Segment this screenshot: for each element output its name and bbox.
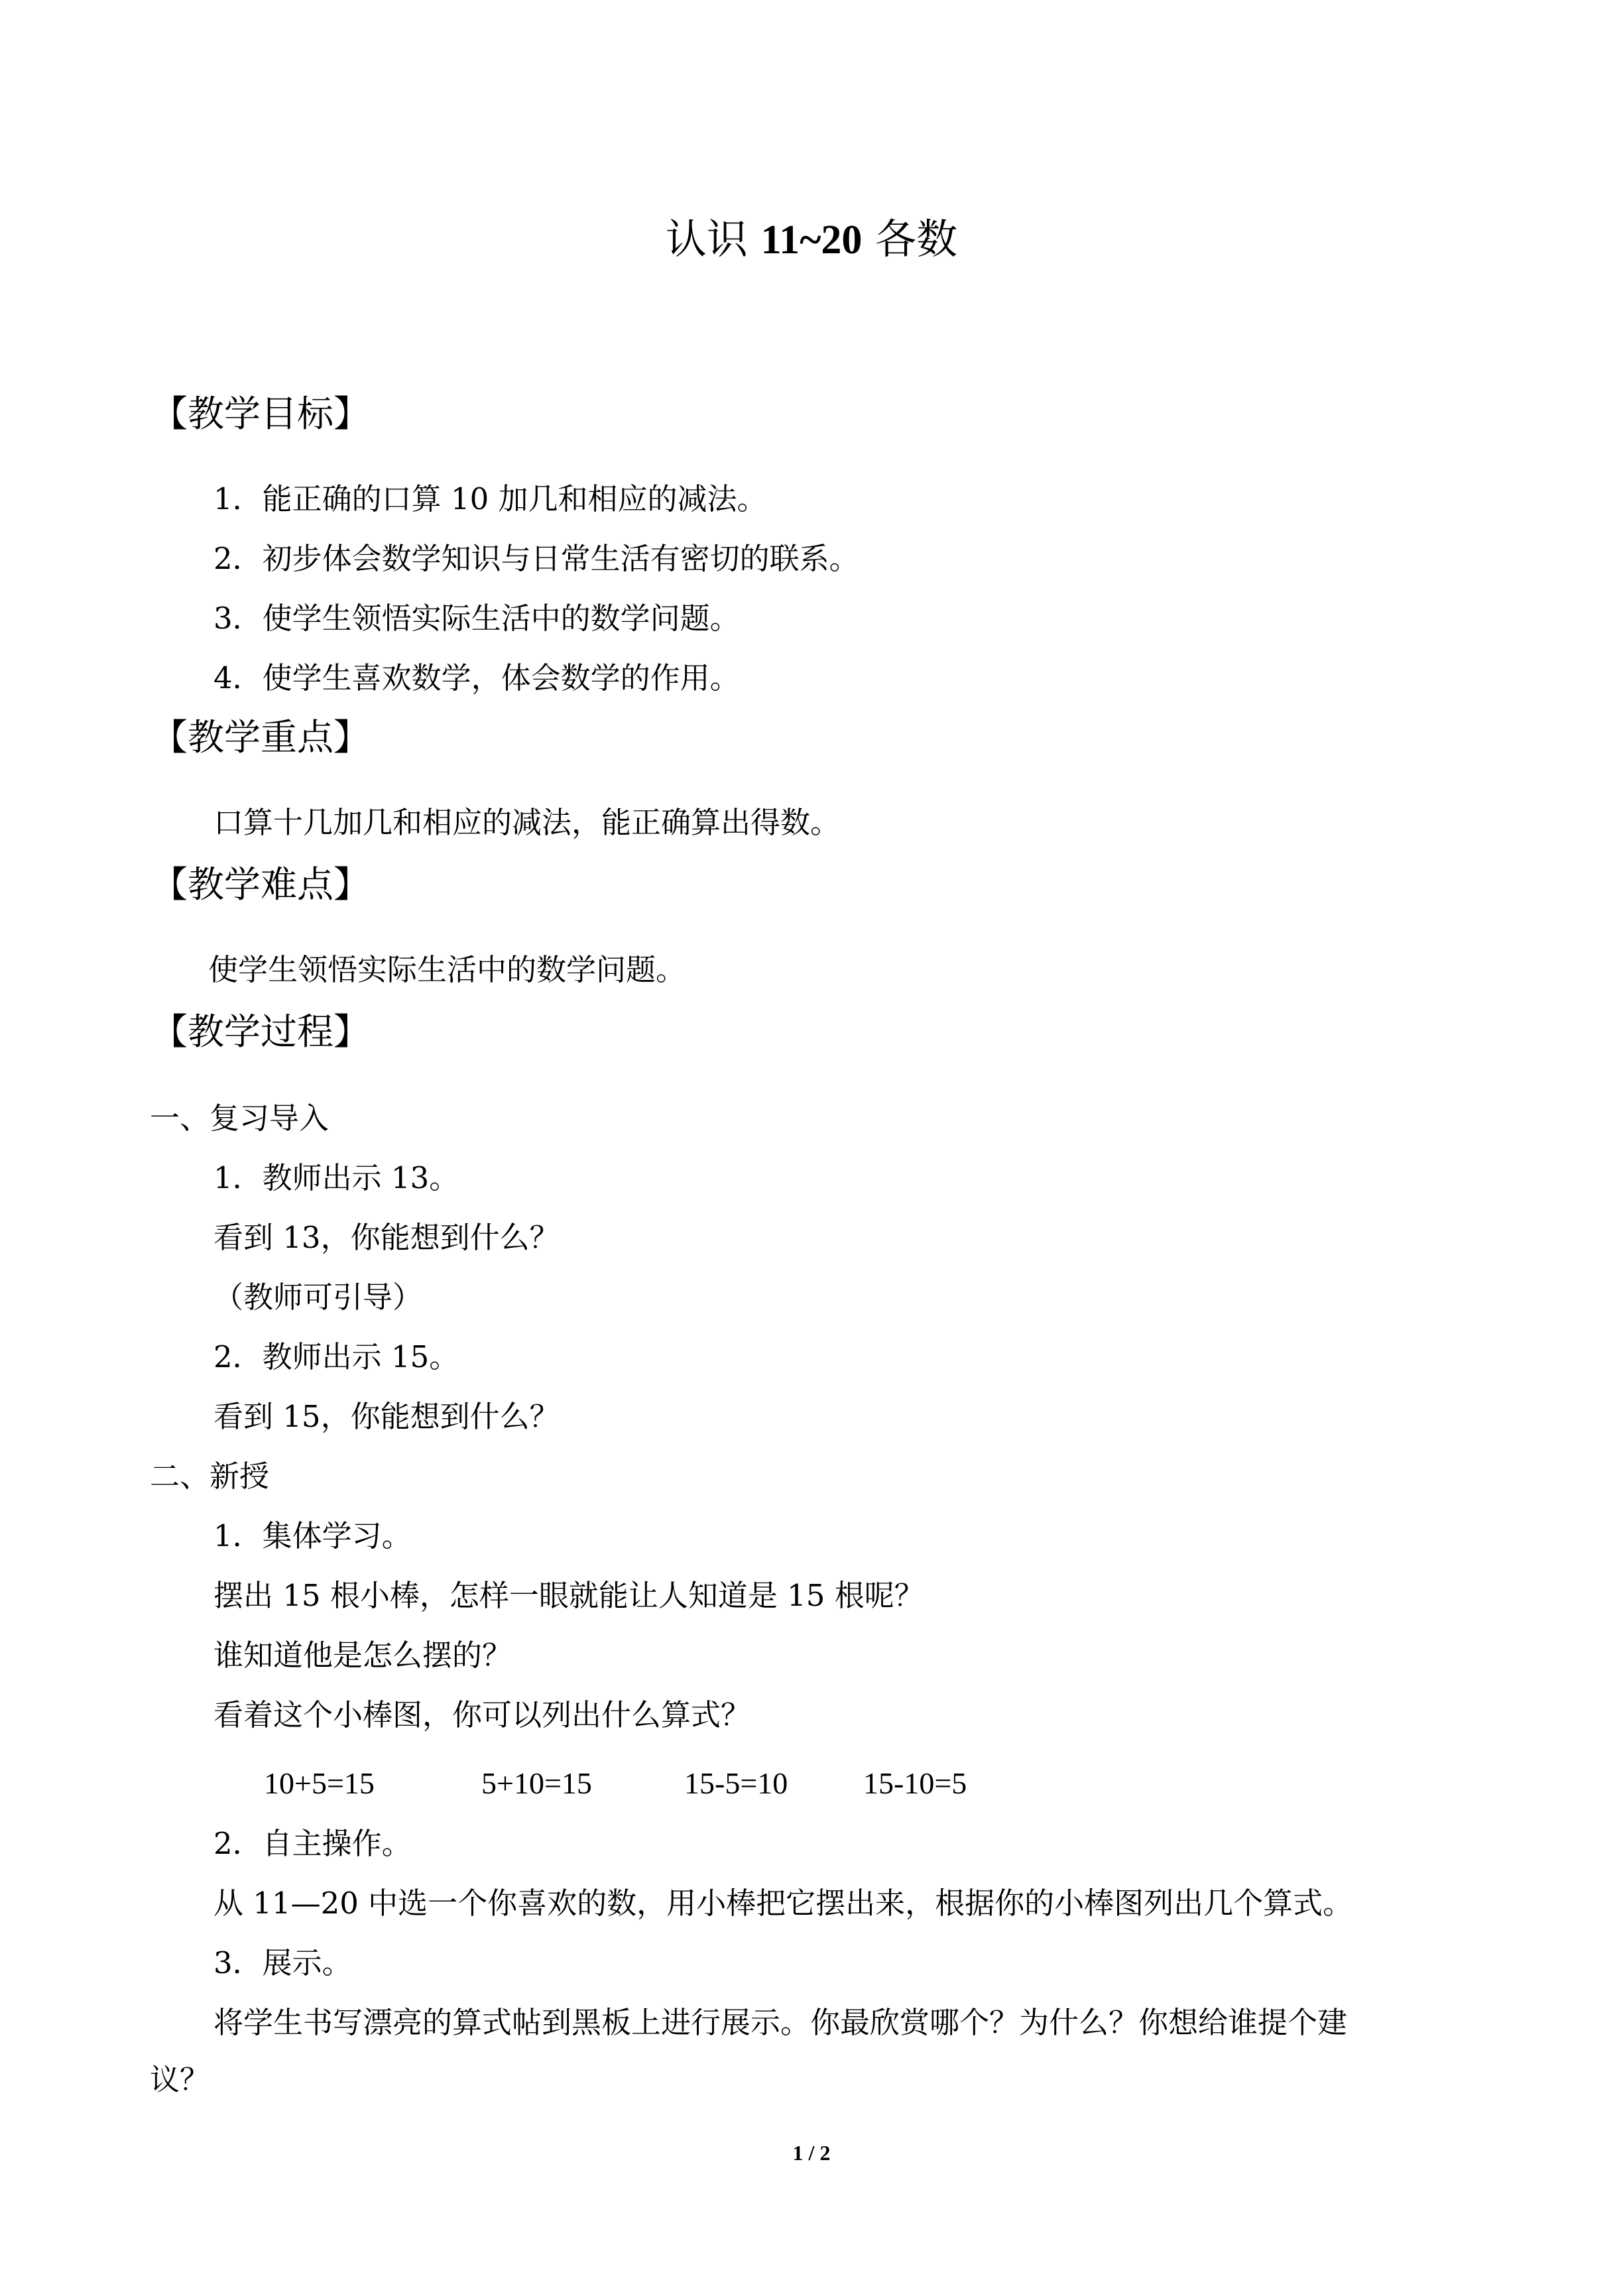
part2-after-line-5: 议？ [150, 2062, 210, 2097]
title-number: 11~20 [760, 217, 863, 263]
key-points-text: 口算十几加几和相应的减法，能正确算出得数。 [213, 805, 841, 840]
formula-2: 5+10=15 [481, 1766, 592, 1800]
goal-item-2: 2．初步体会数学知识与日常生活有密切的联系。 [213, 541, 859, 576]
part1-line-4: 2．教师出示 15。 [213, 1339, 459, 1374]
part2-after-line-1: 2．自主操作。 [213, 1826, 412, 1861]
goal-item-3: 3．使学生领悟实际生活中的数学问题。 [213, 601, 740, 636]
formula-3: 15-5=10 [684, 1766, 788, 1800]
part1-line-5: 看到 15，你能想到什么？ [213, 1399, 560, 1434]
page-number: 1 / 2 [792, 2141, 831, 2165]
part2-line-3: 谁知道他是怎么摆的？ [213, 1638, 512, 1673]
part1-title: 一、复习导入 [150, 1101, 330, 1136]
goal-item-4: 4．使学生喜欢数学，体会数学的作用。 [213, 660, 740, 695]
goal-item-1: 1．能正确的口算 10 加几和相应的减法。 [213, 481, 767, 516]
part1-line-1: 1．教师出示 13。 [213, 1160, 459, 1195]
part2-line-1: 1．集体学习。 [213, 1518, 412, 1553]
difficulties-text: 使学生领悟实际生活中的数学问题。 [208, 952, 686, 987]
part2-after-line-4: 将学生书写漂亮的算式帖到黑板上进行展示。你最欣赏哪个？为什么？你想给谁提个建 [213, 2005, 1348, 2040]
part2-line-2: 摆出 15 根小棒，怎样一眼就能让人知道是 15 根呢？ [213, 1578, 924, 1613]
part2-after-line-3: 3．展示。 [213, 1945, 352, 1980]
formula-1: 10+5=15 [264, 1766, 375, 1800]
title-prefix: 认识 [665, 215, 761, 263]
part2-line-4: 看着这个小棒图，你可以列出什么算式？ [213, 1697, 751, 1732]
part2-after-line-2: 从 11—20 中选一个你喜欢的数，用小棒把它摆出来，根据你的小棒图列出几个算式。 [213, 1886, 1353, 1921]
key-points-heading: 【教学重点】 [151, 716, 371, 758]
difficulties-heading: 【教学难点】 [151, 863, 371, 906]
part1-line-2: 看到 13，你能想到什么？ [213, 1220, 560, 1255]
title-suffix: 各数 [862, 215, 958, 263]
goals-heading: 【教学目标】 [151, 393, 371, 435]
formula-row [0, 1760, 1623, 1807]
process-heading: 【教学过程】 [151, 1010, 371, 1053]
page-title [0, 210, 1623, 270]
part2-title: 二、新授 [150, 1459, 270, 1494]
formula-4: 15-10=5 [863, 1766, 967, 1800]
part1-line-3: （教师可引导） [213, 1280, 423, 1315]
